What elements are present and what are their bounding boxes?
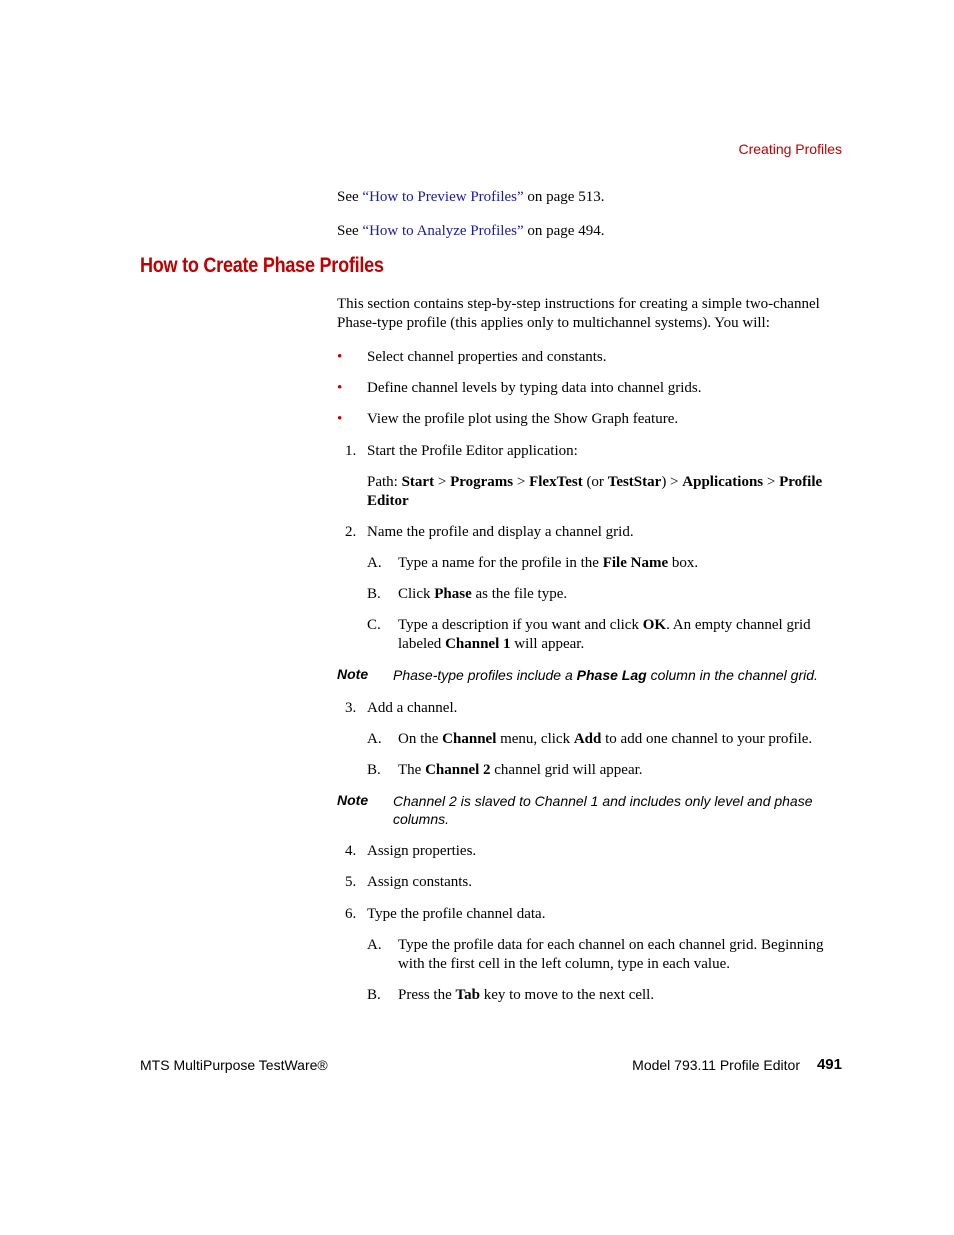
ui-term-channel: Channel (442, 731, 497, 747)
note-text-continued: columns. (393, 811, 450, 827)
text: box. (668, 555, 699, 571)
running-header: Creating Profiles (738, 141, 842, 157)
substep-text-continued: with the first cell in the left column, type in each value. (398, 956, 730, 972)
step-number: 2. (345, 524, 357, 540)
note-label: Note (337, 666, 369, 682)
menu-path-line-1 (367, 473, 822, 492)
step-text: Assign constants. (367, 874, 472, 890)
bullet-item: Define channel levels by typing data into channel grids. (367, 380, 702, 396)
ui-term-phase-lag: Phase Lag (576, 667, 647, 683)
ui-term-add: Add (573, 731, 602, 747)
text: channel grid will appear. (490, 762, 643, 778)
path-profile: Profile (779, 474, 823, 490)
path-teststar: TestStar (607, 474, 662, 490)
ui-term-tab: Tab (455, 987, 480, 1003)
footer-product-name: MTS MultiPurpose TestWare® (140, 1057, 328, 1073)
bullet-icon: • (337, 349, 343, 365)
intro-line-1: This section contains step-by-step instructions for creating a simple two-channel (337, 296, 820, 312)
text: The (398, 762, 426, 778)
section-heading: How to Create Phase Profiles (140, 254, 384, 277)
substep-text-continued (398, 635, 584, 654)
substep-text (398, 730, 812, 749)
bullet-item: Select channel properties and constants. (367, 349, 607, 365)
text: Click (398, 586, 435, 602)
path-start: Start (401, 474, 435, 490)
step-number: 1. (345, 443, 357, 459)
step-text: Add a channel. (367, 700, 458, 716)
see-reference-preview (337, 188, 604, 207)
note-text: Channel 2 is slaved to Channel 1 and includes only level and phase (393, 793, 813, 809)
ui-term-file-name: File Name (602, 555, 669, 571)
substep-text (398, 616, 811, 635)
path-flextest: FlexTest (529, 474, 583, 490)
text: as the file type. (471, 586, 568, 602)
path-sep: > (763, 474, 780, 490)
link-how-to-analyze-profiles[interactable]: “How to Analyze Profiles” (362, 223, 524, 239)
text: On the (398, 731, 443, 747)
text: Type a description if you want and click (398, 617, 643, 633)
step-text: Name the profile and display a channel grid. (367, 524, 634, 540)
path-or-close: ) > (661, 474, 683, 490)
link-how-to-preview-profiles[interactable]: “How to Preview Profiles” (362, 189, 524, 205)
text: to add one channel to your profile. (601, 731, 813, 747)
see-reference-analyze (337, 222, 604, 241)
ui-term-ok: OK (642, 617, 667, 633)
substep-letter: A. (367, 555, 382, 571)
intro-line-2: Phase-type profile (this applies only to multichannel systems). You will: (337, 315, 770, 331)
see-prefix: See (337, 223, 363, 239)
note-label: Note (337, 792, 369, 808)
step-text: Start the Profile Editor application: (367, 443, 578, 459)
step-number: 6. (345, 906, 357, 922)
bullet-icon: • (337, 380, 343, 396)
substep-letter: B. (367, 762, 381, 778)
step-text: Assign properties. (367, 843, 477, 859)
text: menu, click (496, 731, 574, 747)
text: Type a name for the profile in the (398, 555, 603, 571)
ui-term-channel-1: Channel 1 (445, 636, 511, 652)
ui-term-channel-2: Channel 2 (425, 762, 491, 778)
page-number: 491 (816, 1056, 842, 1073)
text: key to move to the next cell. (479, 987, 655, 1003)
step-number: 3. (345, 700, 357, 716)
substep-letter: B. (367, 586, 381, 602)
substep-letter: A. (367, 731, 382, 747)
path-sep: > (434, 474, 451, 490)
substep-text (398, 761, 643, 780)
path-programs: Programs (450, 474, 514, 490)
text: will appear. (510, 636, 585, 652)
substep-letter: A. (367, 937, 382, 953)
note-text (393, 666, 833, 684)
path-label: Path: (367, 474, 402, 490)
path-sep: > (513, 474, 530, 490)
substep-text: Type the profile data for each channel on each channel grid. Beginning (398, 937, 824, 953)
substep-text (398, 585, 567, 604)
see-suffix: on page 494. (523, 223, 605, 239)
path-editor: Editor (367, 493, 409, 509)
step-number: 5. (345, 874, 357, 890)
path-applications: Applications (682, 474, 764, 490)
substep-letter: C. (367, 617, 381, 633)
substep-text (398, 986, 654, 1005)
bullet-item: View the profile plot using the Show Graph feature. (367, 411, 679, 427)
text: Phase-type profiles include a (393, 667, 577, 683)
substep-letter: B. (367, 987, 381, 1003)
text: labeled (398, 636, 446, 652)
menu-path-line-2 (367, 492, 409, 511)
footer-manual-title: Model 793.11 Profile Editor (632, 1057, 800, 1073)
path-or: (or (582, 474, 608, 490)
see-prefix: See (337, 189, 363, 205)
ui-term-phase: Phase (434, 586, 472, 602)
text: Press the (398, 987, 456, 1003)
bullet-icon: • (337, 411, 343, 427)
step-number: 4. (345, 843, 357, 859)
substep-text (398, 554, 698, 573)
step-text: Type the profile channel data. (367, 906, 546, 922)
text: column in the channel grid. (646, 667, 818, 683)
text: . An empty channel grid (666, 617, 811, 633)
see-suffix: on page 513. (523, 189, 605, 205)
